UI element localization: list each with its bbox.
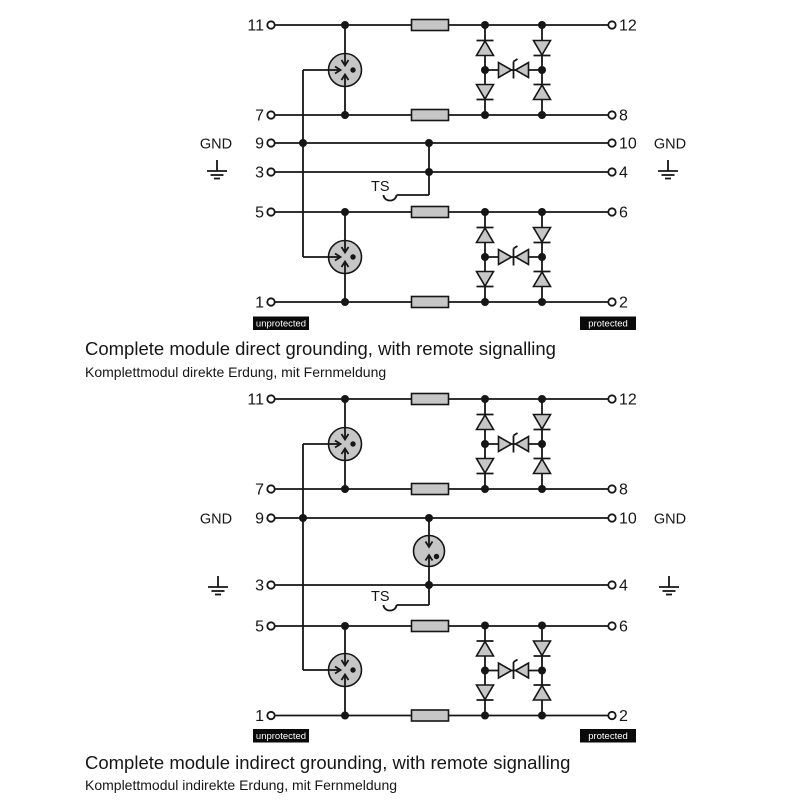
earth-ground-icon — [658, 160, 678, 179]
terminal-circles — [267, 21, 615, 305]
terminal-label: 8 — [619, 107, 628, 125]
terminal-label: 10 — [619, 135, 637, 153]
resistor — [412, 394, 449, 405]
diagram-indirect-grounding — [85, 392, 686, 794]
earth-ground-icon — [659, 576, 679, 595]
resistor — [412, 207, 449, 218]
ts-contact-hook — [384, 605, 397, 611]
terminal-label: 8 — [619, 481, 628, 499]
terminal-label: 2 — [619, 294, 628, 312]
ts-label: TS — [371, 589, 390, 605]
gas-discharge-tube-icon — [329, 54, 362, 87]
junction-dots — [299, 21, 433, 306]
terminal-label: 5 — [255, 618, 264, 636]
unprotected-tag: unprotected — [255, 318, 307, 330]
gnd-label: GND — [653, 136, 687, 153]
terminal-label: 12 — [619, 17, 637, 35]
earth-ground-icon — [208, 576, 228, 595]
terminal-label: 6 — [619, 618, 628, 636]
terminal-label: 3 — [255, 577, 264, 595]
unprotected-tag: unprotected — [255, 731, 307, 742]
terminal-label: 6 — [619, 204, 628, 222]
terminal-label: 5 — [255, 204, 264, 222]
terminal-label: 4 — [619, 164, 628, 182]
earth-ground-icon — [207, 160, 227, 179]
caption-english: Complete module indirect grounding, with remote signalling — [85, 752, 571, 773]
gnd-label: GND — [653, 511, 687, 528]
protected-tag: protected — [588, 731, 628, 742]
caption-german: Komplettmodul direkte Erdung, mit Fernmeldung — [85, 364, 387, 380]
resistor — [412, 297, 449, 308]
resistor — [412, 110, 449, 121]
terminal-label: 3 — [255, 164, 264, 182]
protected-tag: protected — [588, 318, 628, 330]
terminal-label: 4 — [619, 577, 628, 595]
diagram-direct-grounding — [85, 18, 686, 381]
gas-discharge-tube-icon — [329, 428, 362, 461]
caption-german: Komplettmodul indirekte Erdung, mit Fernmeldung — [85, 777, 398, 793]
terminal-label: 1 — [255, 708, 264, 725]
terminal-label: 11 — [247, 391, 264, 409]
terminal-label: 9 — [255, 510, 264, 528]
resistor — [412, 621, 449, 632]
gnd-label: GND — [199, 136, 233, 153]
terminal-label: 11 — [247, 17, 264, 35]
gnd-label: GND — [199, 511, 233, 528]
gas-discharge-tube-icon — [329, 654, 362, 687]
terminal-label: 7 — [255, 107, 264, 125]
ts-contact-hook — [384, 195, 397, 201]
gas-discharge-tube-icon — [414, 536, 445, 567]
resistor — [412, 484, 449, 495]
terminal-label: 12 — [619, 391, 637, 409]
terminal-label: 2 — [619, 708, 628, 725]
terminal-label: 1 — [255, 294, 264, 312]
resistor — [412, 20, 449, 31]
terminal-label: 9 — [255, 135, 264, 153]
caption-english: Complete module direct grounding, with remote signalling — [85, 338, 556, 359]
resistor — [412, 710, 449, 721]
terminal-label: 7 — [255, 481, 264, 499]
diode-bridge — [477, 622, 551, 720]
ts-label: TS — [371, 179, 390, 195]
wires — [275, 25, 609, 302]
diode-bridge — [477, 208, 551, 306]
gas-discharge-tube-icon — [329, 241, 362, 274]
diode-bridge — [477, 21, 551, 119]
terminal-label: 10 — [619, 510, 637, 528]
diode-bridge — [477, 395, 551, 493]
